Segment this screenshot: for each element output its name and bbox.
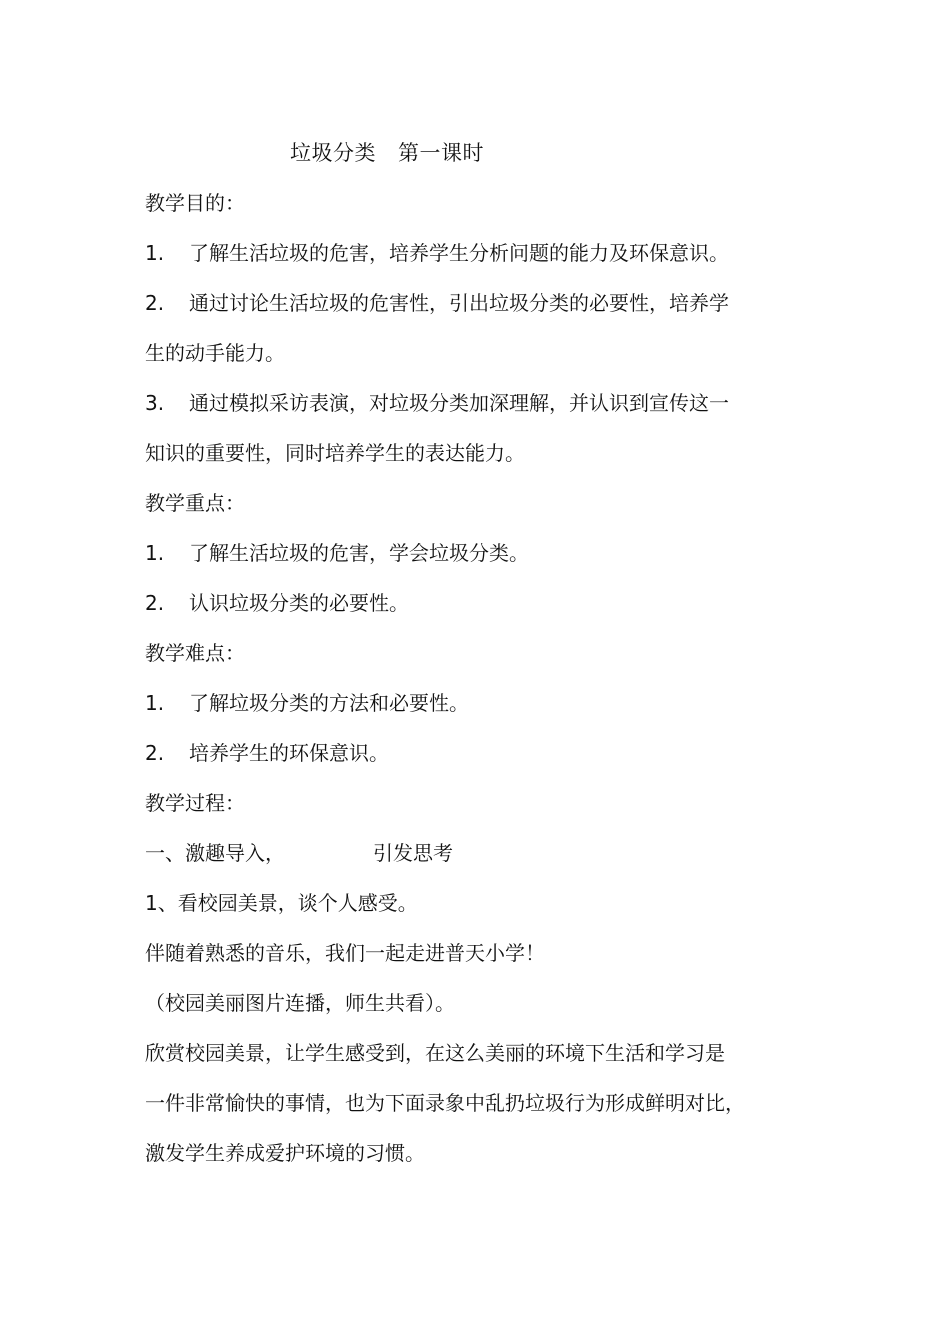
process-paragraph-1: 伴随着熟悉的音乐，我们一起走进普天小学！	[145, 941, 545, 965]
objective-item-1	[145, 228, 815, 278]
keypoint-item-2	[145, 578, 815, 628]
item-number: 1.	[145, 541, 165, 565]
item-number: 3.	[145, 391, 165, 415]
item-text: 了解生活垃圾的危害，学会垃圾分类。	[189, 541, 529, 565]
item-number: 2.	[145, 291, 165, 315]
item-text: 通过模拟采访表演，对垃圾分类加深理解，并认识到宣传这一	[189, 391, 729, 415]
item-number: 2.	[145, 741, 165, 765]
item-number: 1.	[145, 241, 165, 265]
section-heading-right: 引发思考	[373, 841, 453, 865]
item-text: 培养学生的环保意识。	[189, 741, 389, 765]
objectives-heading: 教学目的：	[145, 191, 245, 215]
page-title	[290, 137, 484, 167]
difficulty-item-1	[145, 678, 815, 728]
process-paragraph-2: （校园美丽图片连播，师生共看）。	[145, 991, 455, 1015]
item-text: 了解垃圾分类的方法和必要性。	[189, 691, 469, 715]
section-heading-1	[145, 828, 815, 878]
objective-item-3	[145, 378, 815, 428]
item-number: 1.	[145, 691, 165, 715]
keypoint-item-1	[145, 528, 815, 578]
item-number: 2.	[145, 591, 165, 615]
title-main: 垃圾分类	[290, 141, 376, 165]
difficulty-item-2	[145, 728, 815, 778]
objective-item-2-continued: 生的动手能力。	[145, 341, 285, 365]
process-heading: 教学过程：	[145, 791, 245, 815]
process-paragraph-3-line-1: 欣赏校园美景，让学生感受到，在这么美丽的环境下生活和学习是	[145, 1041, 725, 1065]
title-sub: 第一课时	[398, 141, 484, 165]
item-text: 认识垃圾分类的必要性。	[189, 591, 409, 615]
keypoints-heading: 教学重点：	[145, 491, 245, 515]
item-text: 通过讨论生活垃圾的危害性，引出垃圾分类的必要性，培养学	[189, 291, 729, 315]
process-step-1: 1、看校园美景，谈个人感受。	[145, 891, 418, 915]
section-heading-left: 一、激趣导入，	[145, 841, 285, 865]
difficulties-heading: 教学难点：	[145, 641, 245, 665]
document-body	[145, 178, 815, 1178]
process-paragraph-3-line-3: 激发学生养成爱护环境的习惯。	[145, 1141, 425, 1165]
process-paragraph-3-line-2: 一件非常愉快的事情，也为下面录象中乱扔垃圾行为形成鲜明对比，	[145, 1091, 745, 1115]
objective-item-3-continued: 知识的重要性，同时培养学生的表达能力。	[145, 441, 525, 465]
item-text: 了解生活垃圾的危害，培养学生分析问题的能力及环保意识。	[189, 241, 729, 265]
objective-item-2	[145, 278, 815, 328]
